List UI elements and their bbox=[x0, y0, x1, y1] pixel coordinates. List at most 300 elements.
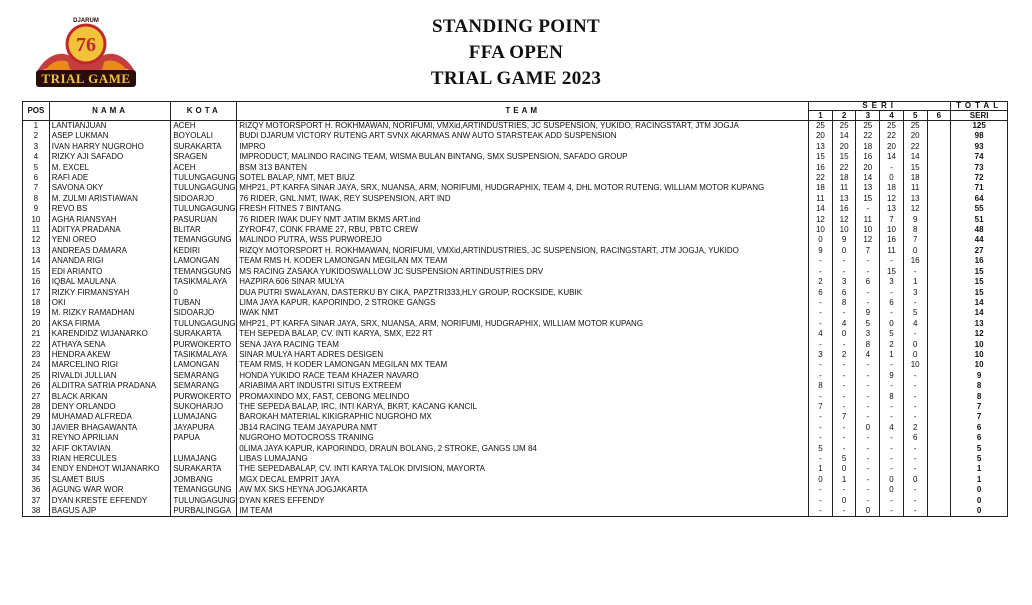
row-score-round-6 bbox=[927, 360, 951, 370]
row-score-round-1: - bbox=[809, 308, 833, 318]
row-score-round-5: 22 bbox=[903, 142, 927, 152]
row-score-round-6 bbox=[927, 131, 951, 141]
row-team: NUGROHO MOTOCROSS TRANING bbox=[237, 433, 809, 443]
row-pos: 1 bbox=[23, 121, 50, 132]
row-score-round-1: - bbox=[809, 392, 833, 402]
row-team: THE SEPEDABALAP, CV. INTI KARYA TALOK DIVISION, MAYORTA bbox=[237, 464, 809, 474]
row-pos: 30 bbox=[23, 423, 50, 433]
row-score-round-6 bbox=[927, 142, 951, 152]
row-pos: 12 bbox=[23, 235, 50, 245]
row-score-round-3: 3 bbox=[856, 329, 880, 339]
row-score-round-1: 7 bbox=[809, 402, 833, 412]
row-total: 72 bbox=[951, 173, 1008, 183]
row-score-round-4: - bbox=[880, 288, 904, 298]
row-score-round-6 bbox=[927, 173, 951, 183]
table-row bbox=[23, 360, 1008, 370]
row-team: MS RACING ZASAKA YUKIDOSWALLOW JC SUSPENSION ARTINDUSTRIES DRV bbox=[237, 267, 809, 277]
row-score-round-3: 9 bbox=[856, 308, 880, 318]
row-city: BLITAR bbox=[171, 225, 237, 235]
row-score-round-5: 2 bbox=[903, 423, 927, 433]
header-team: TEAM bbox=[237, 102, 809, 121]
row-pos: 29 bbox=[23, 412, 50, 422]
row-total: 14 bbox=[951, 298, 1008, 308]
row-score-round-6 bbox=[927, 392, 951, 402]
row-city: LUMAJANG bbox=[171, 412, 237, 422]
row-score-round-6 bbox=[927, 475, 951, 485]
row-score-round-1: 1 bbox=[809, 464, 833, 474]
row-team: 0LIMA JAYA KAPUR, KAPORINDO, DRAUN BOLANG, 2 STROKE, GANGS IJM 84 bbox=[237, 444, 809, 454]
row-score-round-3: 6 bbox=[856, 277, 880, 287]
row-name: SAVONA OKY bbox=[49, 183, 171, 193]
row-name: ENDY ENDHOT WIJANARKO bbox=[49, 464, 171, 474]
table-row bbox=[23, 444, 1008, 454]
row-team: RIZQY MOTORSPORT H. ROKHMAWAN, NORIFUMI, VMXid,ARTINDUSTRIES, JC SUSPENSION, RACINGSTART, JTM JOGJA, YUKIDO bbox=[237, 246, 809, 256]
row-total: 74 bbox=[951, 152, 1008, 162]
row-team: IMPRODUCT, MALINDO RACING TEAM, WISMA BULAN BINTANG, SMX SUSPENSION, SAFADO GROUP bbox=[237, 152, 809, 162]
table-row bbox=[23, 288, 1008, 298]
row-score-round-5: 18 bbox=[903, 173, 927, 183]
row-city: JOMBANG bbox=[171, 475, 237, 485]
row-city: SRAGEN bbox=[171, 152, 237, 162]
row-score-round-2: - bbox=[832, 433, 856, 443]
row-team: ARIABIMA ART INDUSTRI SITUS EXTREEM bbox=[237, 381, 809, 391]
row-score-round-1: 9 bbox=[809, 246, 833, 256]
row-name: AGHA RIANSYAH bbox=[49, 215, 171, 225]
row-city: TULUNGAGUNG bbox=[171, 319, 237, 329]
row-score-round-2: 18 bbox=[832, 173, 856, 183]
row-pos: 16 bbox=[23, 277, 50, 287]
row-score-round-2: - bbox=[832, 381, 856, 391]
row-score-round-2: 5 bbox=[832, 454, 856, 464]
table-row bbox=[23, 433, 1008, 443]
row-score-round-1: - bbox=[809, 423, 833, 433]
table-row bbox=[23, 204, 1008, 214]
row-city: LAMONGAN bbox=[171, 256, 237, 266]
header-total: TOTAL bbox=[951, 102, 1008, 111]
row-total: 15 bbox=[951, 288, 1008, 298]
row-total: 64 bbox=[951, 194, 1008, 204]
row-pos: 18 bbox=[23, 298, 50, 308]
row-score-round-4: - bbox=[880, 163, 904, 173]
row-pos: 13 bbox=[23, 246, 50, 256]
row-total: 1 bbox=[951, 464, 1008, 474]
row-name: REVO BS bbox=[49, 204, 171, 214]
row-score-round-5: 3 bbox=[903, 288, 927, 298]
row-score-round-6 bbox=[927, 163, 951, 173]
row-score-round-3: 12 bbox=[856, 235, 880, 245]
table-row bbox=[23, 392, 1008, 402]
row-total: 16 bbox=[951, 256, 1008, 266]
row-score-round-1: - bbox=[809, 340, 833, 350]
row-name: OKI bbox=[49, 298, 171, 308]
row-score-round-2: - bbox=[832, 485, 856, 495]
row-total: 27 bbox=[951, 246, 1008, 256]
row-score-round-5: 20 bbox=[903, 131, 927, 141]
row-score-round-4: 12 bbox=[880, 194, 904, 204]
row-score-round-1: 10 bbox=[809, 225, 833, 235]
row-score-round-6 bbox=[927, 319, 951, 329]
row-team: SENA JAYA RACING TEAM bbox=[237, 340, 809, 350]
row-team: FRESH FITNES 7 BINTANG bbox=[237, 204, 809, 214]
row-score-round-5: 7 bbox=[903, 235, 927, 245]
row-score-round-3: - bbox=[856, 433, 880, 443]
row-score-round-3: - bbox=[856, 267, 880, 277]
row-score-round-1: 25 bbox=[809, 121, 833, 132]
row-name: DYAN KRESTE EFFENDY bbox=[49, 496, 171, 506]
row-score-round-4: 9 bbox=[880, 371, 904, 381]
header-round-2: 2 bbox=[832, 111, 856, 121]
table-row bbox=[23, 121, 1008, 132]
page-title: STANDING POINT bbox=[431, 16, 600, 37]
row-total: 5 bbox=[951, 444, 1008, 454]
row-name: RAFI ADE bbox=[49, 173, 171, 183]
row-score-round-5: 5 bbox=[903, 308, 927, 318]
row-pos: 5 bbox=[23, 163, 50, 173]
row-total: 0 bbox=[951, 485, 1008, 495]
row-score-round-1: 4 bbox=[809, 329, 833, 339]
row-score-round-3: 18 bbox=[856, 142, 880, 152]
row-score-round-1: 8 bbox=[809, 381, 833, 391]
row-city: TUBAN bbox=[171, 298, 237, 308]
row-pos: 20 bbox=[23, 319, 50, 329]
row-score-round-2: - bbox=[832, 340, 856, 350]
row-pos: 34 bbox=[23, 464, 50, 474]
row-score-round-1: 18 bbox=[809, 183, 833, 193]
row-city: TASIKMALAYA bbox=[171, 350, 237, 360]
row-score-round-6 bbox=[927, 298, 951, 308]
logo-brand: DJARUM bbox=[73, 18, 99, 24]
row-score-round-5: 0 bbox=[903, 350, 927, 360]
row-score-round-4: - bbox=[880, 381, 904, 391]
row-score-round-4: 8 bbox=[880, 392, 904, 402]
row-score-round-5: 0 bbox=[903, 475, 927, 485]
row-score-round-1: 3 bbox=[809, 350, 833, 360]
row-score-round-3: 0 bbox=[856, 506, 880, 517]
row-score-round-3: 25 bbox=[856, 121, 880, 132]
row-team: LIBAS LUMAJANG bbox=[237, 454, 809, 464]
row-score-round-4: 11 bbox=[880, 246, 904, 256]
row-score-round-4: 20 bbox=[880, 142, 904, 152]
row-score-round-5: - bbox=[903, 496, 927, 506]
row-score-round-5: 8 bbox=[903, 225, 927, 235]
row-total: 15 bbox=[951, 277, 1008, 287]
row-score-round-5: 9 bbox=[903, 215, 927, 225]
row-city: 0 bbox=[171, 288, 237, 298]
row-pos: 2 bbox=[23, 131, 50, 141]
row-name: KARENDIDZ WIJANARKO bbox=[49, 329, 171, 339]
row-city: SURAKARTA bbox=[171, 142, 237, 152]
row-team: IM TEAM bbox=[237, 506, 809, 517]
row-city: SIDOARJO bbox=[171, 308, 237, 318]
row-city: PURWOKERTO bbox=[171, 340, 237, 350]
row-team: MALINDO PUTRA, WSS PURWOREJO bbox=[237, 235, 809, 245]
row-team: AW MX SKS HEYNA JOGJAKARTA bbox=[237, 485, 809, 495]
row-total: 9 bbox=[951, 371, 1008, 381]
row-pos: 11 bbox=[23, 225, 50, 235]
table-row bbox=[23, 225, 1008, 235]
row-score-round-6 bbox=[927, 340, 951, 350]
row-score-round-5: - bbox=[903, 298, 927, 308]
row-score-round-2: 4 bbox=[832, 319, 856, 329]
row-score-round-4: - bbox=[880, 454, 904, 464]
row-score-round-3: 22 bbox=[856, 131, 880, 141]
row-team: DUA PUTRI SWALAYAN, DASTERKU BY CIKA, PAPZTRI333,HLY GROUP, ROCKSIDE, KUBIK bbox=[237, 288, 809, 298]
row-score-round-3: - bbox=[856, 485, 880, 495]
row-total: 6 bbox=[951, 433, 1008, 443]
row-pos: 27 bbox=[23, 392, 50, 402]
row-team: 76 RIDER IWAK DUFY NMT JATIM BKMS ART.ind bbox=[237, 215, 809, 225]
row-total: 12 bbox=[951, 329, 1008, 339]
table-row bbox=[23, 496, 1008, 506]
row-pos: 3 bbox=[23, 142, 50, 152]
row-score-round-1: 5 bbox=[809, 444, 833, 454]
row-score-round-3: 8 bbox=[856, 340, 880, 350]
row-city: SURAKARTA bbox=[171, 329, 237, 339]
row-score-round-5: - bbox=[903, 464, 927, 474]
row-score-round-5: - bbox=[903, 506, 927, 517]
row-score-round-6 bbox=[927, 350, 951, 360]
row-score-round-1: - bbox=[809, 412, 833, 422]
row-score-round-4: - bbox=[880, 506, 904, 517]
event-title: TRIAL GAME 2023 bbox=[430, 68, 602, 89]
row-city: ACEH bbox=[171, 163, 237, 173]
row-score-round-4: 4 bbox=[880, 423, 904, 433]
row-score-round-3: 15 bbox=[856, 194, 880, 204]
row-team: MGX DECAL EMPRIT JAYA bbox=[237, 475, 809, 485]
row-name: JAVIER BHAGAWANTA bbox=[49, 423, 171, 433]
row-pos: 6 bbox=[23, 173, 50, 183]
row-score-round-4: 13 bbox=[880, 204, 904, 214]
row-name: SLAMET BIUS bbox=[49, 475, 171, 485]
row-name: RIAN HERCULES bbox=[49, 454, 171, 464]
row-score-round-6 bbox=[927, 464, 951, 474]
row-score-round-2: - bbox=[832, 308, 856, 318]
row-score-round-2: 0 bbox=[832, 464, 856, 474]
table-row bbox=[23, 256, 1008, 266]
header-round-5: 5 bbox=[903, 111, 927, 121]
row-score-round-1: 6 bbox=[809, 288, 833, 298]
header-kota: KOTA bbox=[171, 102, 237, 121]
row-pos: 35 bbox=[23, 475, 50, 485]
row-pos: 32 bbox=[23, 444, 50, 454]
row-team: BUDI DJARUM VICTORY RUTENG ART SVNX AKARMAS ANW AUTO STARSTEAK ADD SUSPENSION bbox=[237, 131, 809, 141]
row-team: THE SEPEDA BALAP, IRC, INTI KARYA, BKRT, KACANG KANCIL bbox=[237, 402, 809, 412]
row-score-round-6 bbox=[927, 225, 951, 235]
row-score-round-4: 10 bbox=[880, 225, 904, 235]
row-team: JB14 RACING TEAM JAYAPURA NMT bbox=[237, 423, 809, 433]
row-score-round-5: - bbox=[903, 412, 927, 422]
row-score-round-4: 5 bbox=[880, 329, 904, 339]
table-row bbox=[23, 163, 1008, 173]
row-name: M. EXCEL bbox=[49, 163, 171, 173]
table-row bbox=[23, 340, 1008, 350]
row-score-round-3: 5 bbox=[856, 319, 880, 329]
row-score-round-4: 3 bbox=[880, 277, 904, 287]
row-pos: 10 bbox=[23, 215, 50, 225]
row-total: 8 bbox=[951, 392, 1008, 402]
row-total: 93 bbox=[951, 142, 1008, 152]
row-score-round-2: - bbox=[832, 506, 856, 517]
row-score-round-5: - bbox=[903, 485, 927, 495]
row-total: 51 bbox=[951, 215, 1008, 225]
row-pos: 4 bbox=[23, 152, 50, 162]
row-score-round-3: 20 bbox=[856, 163, 880, 173]
row-total: 10 bbox=[951, 360, 1008, 370]
row-name: BAGUS AJP bbox=[49, 506, 171, 517]
table-row bbox=[23, 131, 1008, 141]
row-pos: 31 bbox=[23, 433, 50, 443]
row-name: M. ZULMI ARISTIAWAN bbox=[49, 194, 171, 204]
row-score-round-6 bbox=[927, 288, 951, 298]
row-name: HENDRA AKEW bbox=[49, 350, 171, 360]
row-score-round-3: - bbox=[856, 475, 880, 485]
row-name: ANDREAS DAMARA bbox=[49, 246, 171, 256]
row-name: RIVALDI JULLIAN bbox=[49, 371, 171, 381]
row-score-round-4: - bbox=[880, 433, 904, 443]
row-city: TULUNGAGUNG bbox=[171, 496, 237, 506]
row-pos: 9 bbox=[23, 204, 50, 214]
row-city: TULUNGAGUNG bbox=[171, 173, 237, 183]
row-score-round-5: 13 bbox=[903, 194, 927, 204]
row-team: HONDA YUKIDO RACE TEAM KHAZER NAVARO bbox=[237, 371, 809, 381]
row-team: SOTEL BALAP, NMT, MET BIUZ bbox=[237, 173, 809, 183]
row-name: REYNO APRILIAN bbox=[49, 433, 171, 443]
row-score-round-1: 16 bbox=[809, 163, 833, 173]
row-score-round-2: - bbox=[832, 423, 856, 433]
row-score-round-1: - bbox=[809, 360, 833, 370]
row-score-round-2: 0 bbox=[832, 496, 856, 506]
row-score-round-5: 16 bbox=[903, 256, 927, 266]
row-name: ATHAYA SENA bbox=[49, 340, 171, 350]
row-name: RIZKY FIRMANSYAH bbox=[49, 288, 171, 298]
table-row bbox=[23, 173, 1008, 183]
row-score-round-5: 10 bbox=[903, 360, 927, 370]
standings-table bbox=[22, 101, 1008, 517]
row-pos: 23 bbox=[23, 350, 50, 360]
row-total: 0 bbox=[951, 496, 1008, 506]
row-name: EDI ARIANTO bbox=[49, 267, 171, 277]
row-total: 8 bbox=[951, 381, 1008, 391]
row-score-round-3: - bbox=[856, 381, 880, 391]
row-score-round-2: 0 bbox=[832, 329, 856, 339]
row-score-round-4: - bbox=[880, 412, 904, 422]
row-pos: 37 bbox=[23, 496, 50, 506]
row-score-round-1: - bbox=[809, 433, 833, 443]
row-total: 73 bbox=[951, 163, 1008, 173]
row-score-round-3: - bbox=[856, 392, 880, 402]
row-score-round-3: 4 bbox=[856, 350, 880, 360]
row-score-round-4: 1 bbox=[880, 350, 904, 360]
row-score-round-5: 1 bbox=[903, 277, 927, 287]
row-score-round-2: 15 bbox=[832, 152, 856, 162]
row-score-round-4: 15 bbox=[880, 267, 904, 277]
row-city: TEMANGGUNG bbox=[171, 235, 237, 245]
row-score-round-3: - bbox=[856, 204, 880, 214]
row-team: HAZPIRA 606 SINAR MULYA bbox=[237, 277, 809, 287]
row-total: 98 bbox=[951, 131, 1008, 141]
table-row bbox=[23, 381, 1008, 391]
header-seri: SERI bbox=[809, 102, 951, 111]
row-score-round-3: - bbox=[856, 360, 880, 370]
row-score-round-6 bbox=[927, 194, 951, 204]
row-score-round-5: 6 bbox=[903, 433, 927, 443]
row-score-round-3: - bbox=[856, 496, 880, 506]
table-row bbox=[23, 298, 1008, 308]
row-pos: 24 bbox=[23, 360, 50, 370]
table-row bbox=[23, 183, 1008, 193]
row-team: BAROKAH MATERIAL KIKIGRAPHIC NUGROHO MX bbox=[237, 412, 809, 422]
logo-number: 76 bbox=[76, 34, 96, 56]
row-score-round-5: - bbox=[903, 267, 927, 277]
row-score-round-3: 10 bbox=[856, 225, 880, 235]
row-team: TEH SEPEDA BALAP, CV. INTI KARYA, SMX, E22 RT bbox=[237, 329, 809, 339]
row-name: AGUNG WAR WOR bbox=[49, 485, 171, 495]
row-total: 13 bbox=[951, 319, 1008, 329]
row-pos: 22 bbox=[23, 340, 50, 350]
row-pos: 7 bbox=[23, 183, 50, 193]
row-score-round-5: - bbox=[903, 402, 927, 412]
row-name: YENI OREO bbox=[49, 235, 171, 245]
row-score-round-4: - bbox=[880, 464, 904, 474]
row-score-round-2: 1 bbox=[832, 475, 856, 485]
row-team: MHP21, PT KARFA SINAR JAYA, SRX, NUANSA, ARM, NORIFUMI, HUDGRAPHIX, TEAM 4, DHL MOTOR RUTENG, WILLIAM MOTOR KUPANG bbox=[237, 183, 809, 193]
row-name: RIZKY AJI SAFADO bbox=[49, 152, 171, 162]
row-pos: 17 bbox=[23, 288, 50, 298]
row-pos: 21 bbox=[23, 329, 50, 339]
row-score-round-3: 13 bbox=[856, 183, 880, 193]
row-total: 10 bbox=[951, 340, 1008, 350]
row-team: 76 RIDER, GNL.NMT, IWAK, REY SUSPENSION, ART IND bbox=[237, 194, 809, 204]
row-team: DYAN KRES EFFENDY bbox=[237, 496, 809, 506]
row-score-round-2: 7 bbox=[832, 412, 856, 422]
row-name: DENY ORLANDO bbox=[49, 402, 171, 412]
row-score-round-2: 13 bbox=[832, 194, 856, 204]
row-score-round-1: - bbox=[809, 454, 833, 464]
row-pos: 36 bbox=[23, 485, 50, 495]
row-total: 1 bbox=[951, 475, 1008, 485]
table-row bbox=[23, 215, 1008, 225]
row-pos: 15 bbox=[23, 267, 50, 277]
table-row bbox=[23, 235, 1008, 245]
row-score-round-4: 0 bbox=[880, 475, 904, 485]
row-score-round-6 bbox=[927, 402, 951, 412]
row-total: 44 bbox=[951, 235, 1008, 245]
row-score-round-3: - bbox=[856, 402, 880, 412]
row-score-round-1: 0 bbox=[809, 475, 833, 485]
row-score-round-3: - bbox=[856, 444, 880, 454]
row-city: TULUNGAGUNG bbox=[171, 183, 237, 193]
row-pos: 19 bbox=[23, 308, 50, 318]
row-score-round-6 bbox=[927, 215, 951, 225]
row-score-round-1: 14 bbox=[809, 204, 833, 214]
row-score-round-1: 11 bbox=[809, 194, 833, 204]
row-score-round-6 bbox=[927, 506, 951, 517]
row-score-round-1: - bbox=[809, 267, 833, 277]
row-score-round-2: 11 bbox=[832, 183, 856, 193]
row-score-round-6 bbox=[927, 267, 951, 277]
row-score-round-6 bbox=[927, 152, 951, 162]
row-score-round-1: - bbox=[809, 371, 833, 381]
row-team: TEAM RMS H. KODER LAMONGAN MEGILAN MX TEAM bbox=[237, 256, 809, 266]
table-row bbox=[23, 464, 1008, 474]
header-round-3: 3 bbox=[856, 111, 880, 121]
row-score-round-1: - bbox=[809, 496, 833, 506]
row-city: SIDOARJO bbox=[171, 194, 237, 204]
row-score-round-1: - bbox=[809, 256, 833, 266]
row-score-round-1: 13 bbox=[809, 142, 833, 152]
header-pos: POS bbox=[23, 102, 50, 121]
row-team: LIMA JAYA KAPUR, KAPORINDO, 2 STROKE GANGS bbox=[237, 298, 809, 308]
